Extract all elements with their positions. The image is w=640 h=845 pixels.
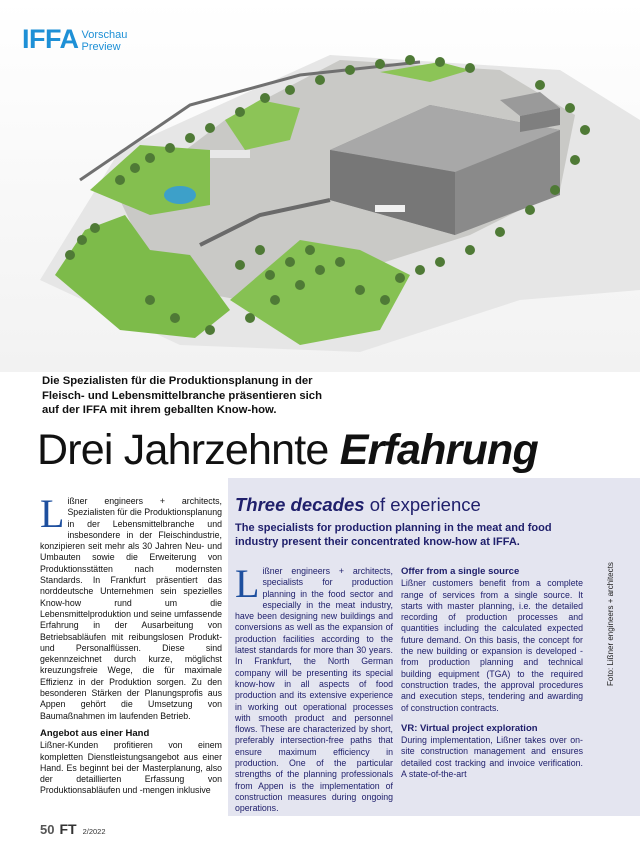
english-paragraph-1-text: ißner engineers + architects, specialists for production planning in the food sector and especially in the meat industry, have been designing new buildings and conversions as well as the expansion of production facilities according to the latest standards for more than 30 years. In Frankfurt, the North German company will be presenting its special know-how in all aspects of food production and its extensive experience in working out operational processes with smooth product and personnel flows. These are characterized by short, preferably intersection-free paths that ensure maximum efficiency in production. One of the particular strengths of the planning professionals from Appen is the implementation of construction measures during ongoing operations. [235,566,393,814]
issue-number: 2/2022 [82,827,106,836]
german-dropcap: L [40,491,65,536]
german-paragraph-2: Lißner-Kunden profitieren von einem kompletten Dienstleistungsangebot aus einer Hand. Es beginnt bei der Masterplanung, also der detaillierten Erfassung von Produktionsabläufen und -mengen inklusive [40,740,222,796]
factory-site-aerial-illustration-icon [0,0,640,372]
german-article-column [40,491,222,797]
headline-bold: Erfahrung [339,426,538,474]
iffa-logo: IFFA [22,24,79,54]
english-subheading-2: VR: Virtual project exploration [401,722,538,734]
english-title-rest: of experience [364,494,481,515]
english-title-bold: Three decades [235,494,365,515]
headline-plain: Drei Jahrzehnte [37,426,340,474]
page-footer [40,821,106,837]
section-label-en: Preview [81,41,121,53]
english-lead-text: The specialists for production planning in the meat and food industry present their concentrated know-how at IFFA. [235,522,552,548]
section-label-de: Vorschau [81,29,128,41]
english-paragraph-3: During implementation, Lißner takes over on-site construction management and ensures detailed cost tracking and invoice verification. A state-of-the-art [401,735,583,780]
english-subheading-1: Offer from a single source [401,566,520,577]
english-paragraph-1 [235,561,393,815]
english-title [235,494,481,516]
german-lead-text: Die Spezialisten für die Produktionsplanung in der Fleisch- und Lebensmittelbranche präsentieren sich auf der IFFA mit ihrem geballten Know-how. [42,375,322,416]
english-dropcap: L [235,561,260,606]
english-paragraph-2: Lißner customers benefit from a complete range of services from a single source. It starts with master planning, i.e. the detailed recording of production processes and quantities including the calculated expected future demand. On this basis, the concept for the new building or expansion is developed - from production planning and technical building equipment (TGA) to the required construction trades, the approval procedures and execution steps, tendering and awarding of construction contracts. [401,578,583,713]
german-paragraph-1 [40,491,222,722]
photo-credit: Foto: Lißner engineers + architects [606,562,615,686]
section-label [82,29,128,53]
german-subheading: Angebot aus einer Hand [40,727,150,739]
magazine-logo: FT [59,821,77,837]
english-column-2 [401,566,583,780]
page-headline [37,424,538,476]
page-number: 50 [40,822,55,837]
iffa-preview-brand [22,26,127,53]
german-paragraph-1-text: ißner engineers + architects, Spezialisten für die Produktionsplanung in der Lebensmittelbranche und insbesondere in der Fleischindustrie, konzipieren seit mehr als 30 Jahren Neu- und Umbauten sowie die Erweiterung von Produktionsstätten nach modernsten Standards. In Frankfurt präsentiert das norddeutsche Unternehmen sein spezielles Know-how rund um die Lebensmittelproduktion und seine umfassende Erfahrung in der Ausarbeitung von Betriebsabläufen mit reibungslosen Produkt- und Personalflüssen. Diese sind gekennzeichnet durch kurze, möglichst kreuzungsfreie Wege, die für maximale Effizienz in der Produktion sorgen. Zu den besonderen Stärken der Planungsprofis aus Appen gehört die Umsetzung von Baumaßnahmen im laufenden Betrieb. [40,496,222,721]
english-column-1 [235,561,393,815]
